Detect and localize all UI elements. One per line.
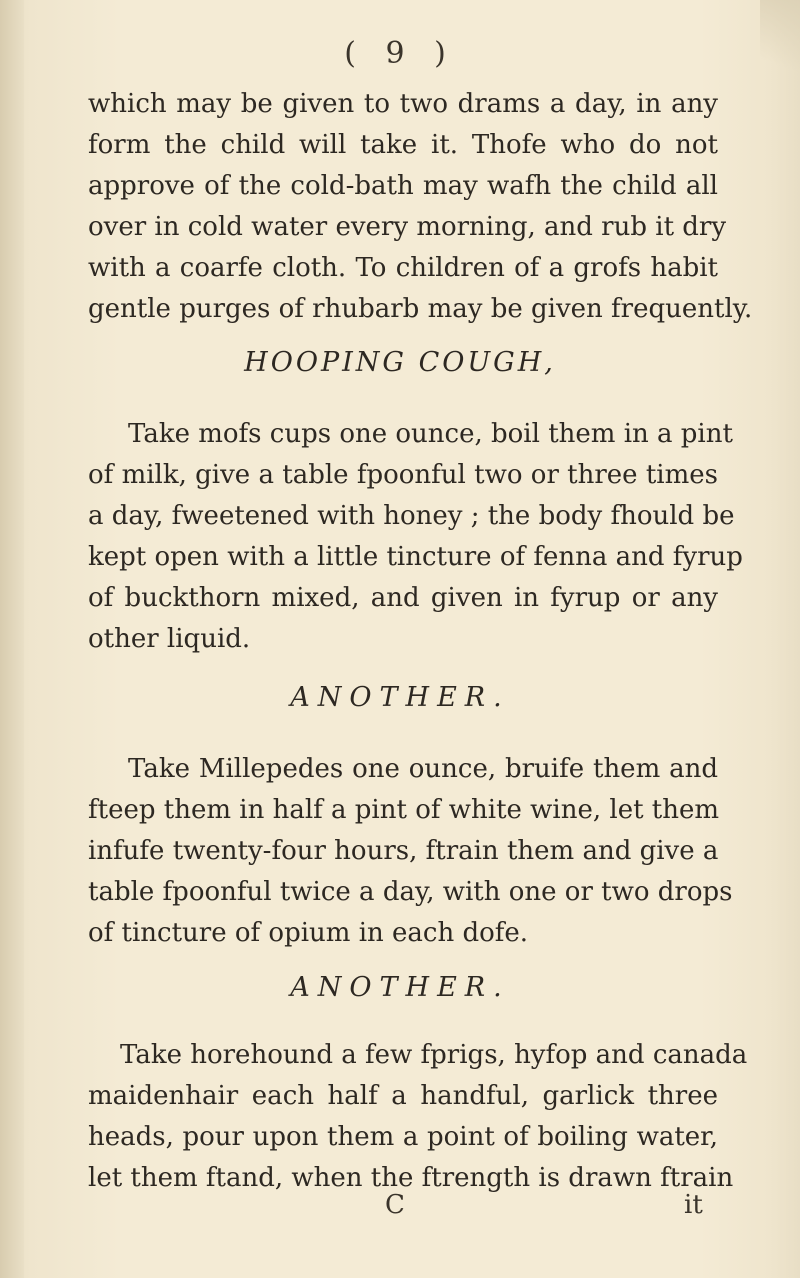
text-line: of buckthorn mixed, and given in fyrup or any: [88, 583, 718, 613]
text-line: which may be given to two drams a day, in any: [88, 89, 718, 119]
text-line: gentle purges of rhubarb may be given frequently.: [88, 294, 753, 324]
signature-mark: C: [385, 1190, 405, 1220]
text-line: let them ftand, when the ftrength is drawn ftrain: [88, 1163, 734, 1193]
text-line: Take Millepedes one ounce, bruife them and: [128, 754, 718, 784]
section-heading-another-1: ANOTHER.: [290, 682, 510, 713]
text-line: of tincture of opium in each dofe.: [88, 918, 529, 948]
text-line: table fpoonful twice a day, with one or two drops: [88, 877, 733, 907]
section-heading-hooping-cough: HOOPING COUGH,: [244, 347, 556, 378]
page-number: ( 9 ): [344, 36, 456, 71]
text-line: heads, pour upon them a point of boiling water,: [88, 1122, 718, 1152]
page-footer: [0, 1190, 800, 1226]
text-line: kept open with a little tincture of fenna and fyrup: [88, 542, 743, 572]
catchword: it: [684, 1190, 703, 1220]
another-2-paragraph: [88, 1035, 748, 1199]
text-line: infufe twenty-four hours, ftrain them and give a: [88, 836, 719, 866]
text-line: Take mofs cups one ounce, boil them in a pint: [128, 419, 733, 449]
text-line: fteep them in half a pint of white wine, let them: [88, 795, 720, 825]
text-line: of milk, give a table fpoonful two or three times: [88, 460, 718, 490]
section-heading-another-2: ANOTHER.: [290, 972, 510, 1003]
text-line: maidenhair each half a handful, garlick three: [88, 1081, 718, 1111]
text-line: with a coarfe cloth. To children of a grofs habit: [88, 253, 718, 283]
text-line: form the child will take it. Thofe who do not: [88, 130, 718, 160]
hooping-cough-paragraph: [88, 414, 743, 660]
text-line: Take horehound a few fprigs, hyfop and canada: [120, 1040, 748, 1070]
page-gutter: [0, 0, 24, 1278]
text-line: other liquid.: [88, 624, 251, 654]
text-line: over in cold water every morning, and rub it dry: [88, 212, 727, 242]
text-line: a day, fweetened with honey ; the body fhould be: [88, 501, 735, 531]
intro-paragraph: [88, 84, 753, 330]
text-line: approve of the cold-bath may wafh the child all: [88, 171, 718, 201]
another-1-paragraph: [88, 749, 733, 954]
